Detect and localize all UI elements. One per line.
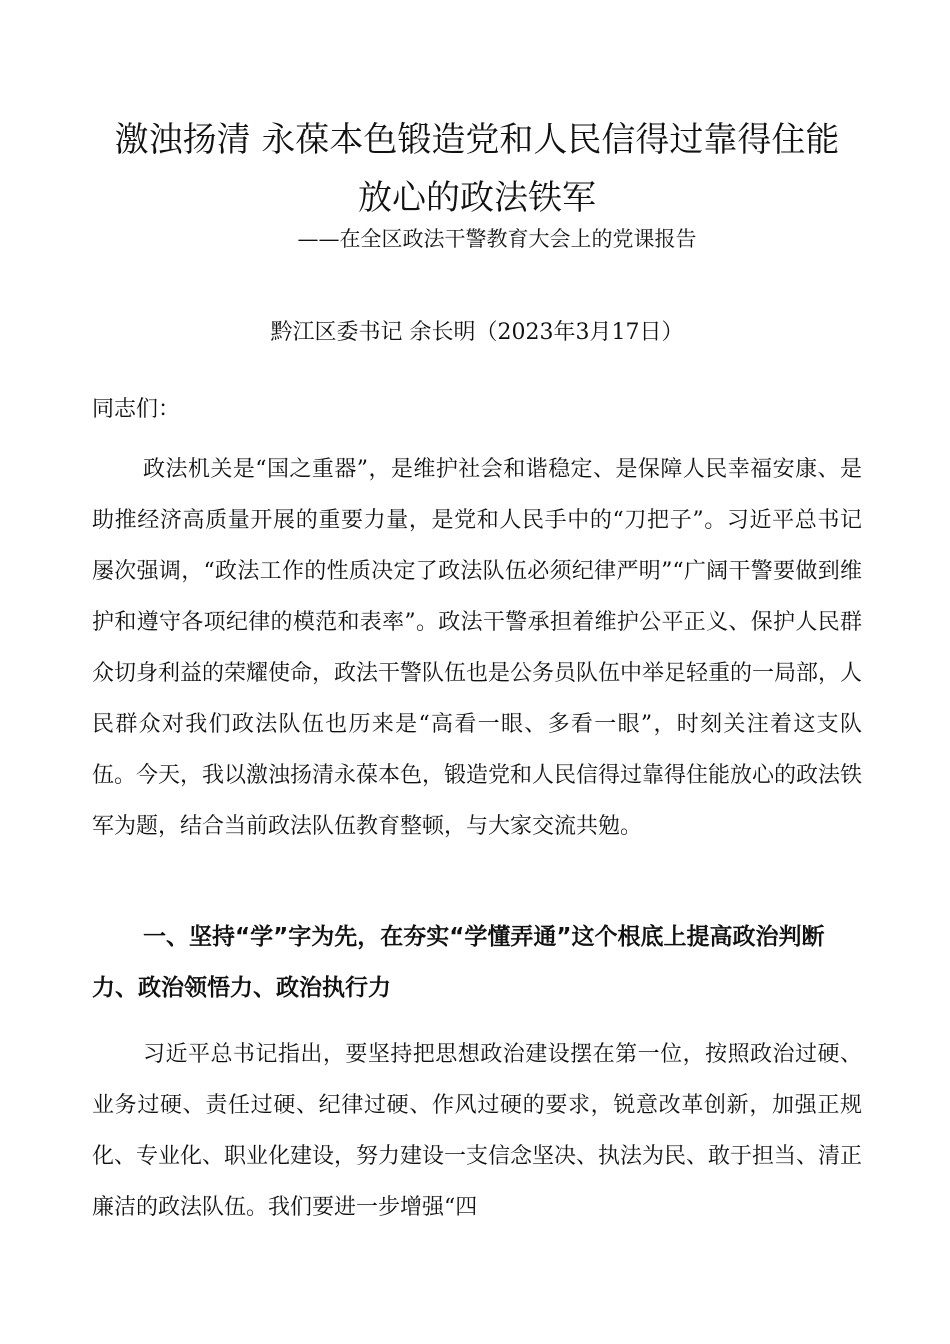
body-paragraph-2: 习近平总书记指出，要坚持把思想政治建设摆在第一位，按照政治过硬、业务过硬、责任过硬、纪律过硬、作风过硬的要求，锐意改革创新，加强正规化、专业化、职业化建设，努力建设一支信念坚决、执法为民、敢于担当、清正廉洁的政法队伍。我们要进一步增强“四 <box>92 1042 863 1220</box>
author-line: 黔江区委书记 余长明（2023年3月17日） <box>270 320 684 345</box>
body-paragraph-1: 政法机关是“国之重器”，是维护社会和谐稳定、是保障人民幸福安康、是助推经济高质量开展的重要力量，是党和人民手中的“刀把子”。习近平总书记屡次强调，“政法工作的性质决定了政法队伍必须纪律严明”“广阔干警要做到维护和遵守各项纪律的模范和表率”。政法干警承担着维护公平正义、保护人民群众切身利益的荣耀使命，政法干警队伍也是公务员队伍中举足轻重的一局部，人民群众对我们政法队伍也历来是“高看一眼、多看一眼”，时刻关注着这支队伍。今天，我以激浊扬清永葆本色，锻造党和人民信得过靠得住能放心的政法铁军为题，结合当前政法队伍教育整顿，与大家交流共勉。 <box>92 457 863 839</box>
salutation: 同志们： <box>92 397 181 422</box>
document-title-line-2: 放心的政法铁军 <box>358 178 596 218</box>
document-title-line-1: 激浊扬清 永葆本色锻造党和人民信得过靠得住能 <box>114 120 840 160</box>
document-subtitle: ——在全区政法干警教育大会上的党课报告 <box>297 227 697 251</box>
section-heading-1: 一、坚持“学”字为先，在夯实“学懂弄通”这个根底上提高政治判断力、政治领悟力、政治执行力 <box>92 924 825 1001</box>
